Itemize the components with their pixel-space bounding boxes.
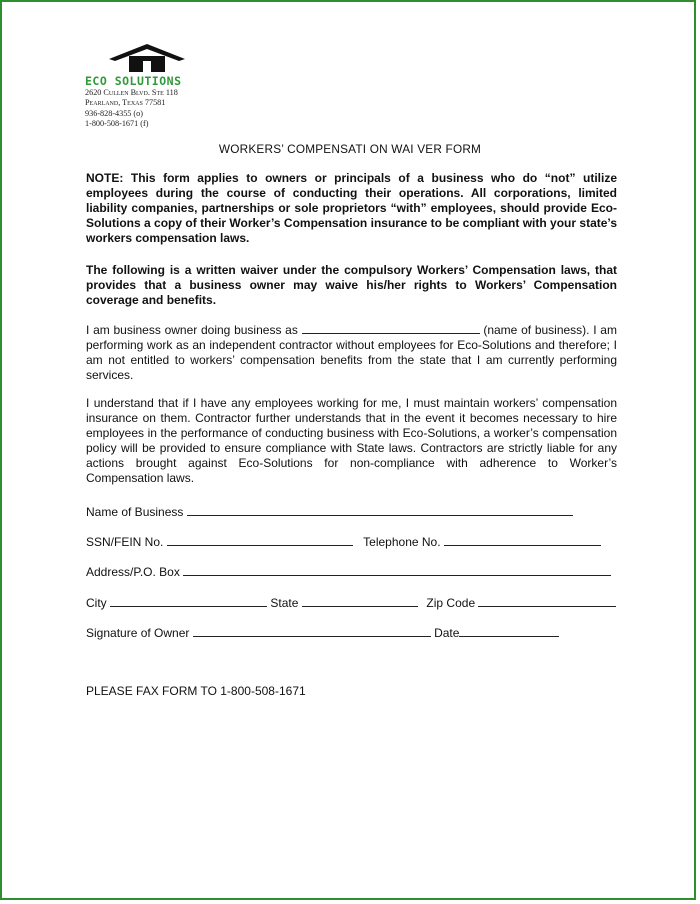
waiver-intro-paragraph: The following is a written waiver under the compulsory Workers’ Compensation laws, that provides that a business owner may waive his/her rights to Workers’ Compensation coverage and benefits.: [86, 263, 617, 307]
phone-line: 936-828-4355 (o): [85, 108, 143, 118]
business-name-label: Name of Business: [86, 505, 184, 519]
signature-label: Signature of Owner: [86, 626, 190, 640]
state-label: State: [270, 596, 299, 610]
owner-statement-end: (name of business). I am performing work as an independent contractor without employees for Eco-Solutions and therefore; I am not entitled to workers’ compensation benefits from the state that I am currently performing services.: [86, 323, 617, 382]
telephone-field[interactable]: [444, 534, 601, 546]
address-label: Address/P.O. Box: [86, 565, 180, 579]
city-state-zip-row: [86, 595, 616, 610]
signature-field[interactable]: [193, 625, 431, 637]
ssn-phone-row: [86, 534, 601, 549]
understanding-paragraph: I understand that if I have any employees working for me, I must maintain workers’ compensation insurance on them. Contractor further understands that in the event it becomes necessary to hire employees in the performance of conducting business with Eco-Solutions, a worker’s compensation policy will be provided to ensure compliance with State laws. Contractors are strictly liable for any actions brought against Eco-Solutions for non-compliance with adherence to Worker’s Compensation laws.: [86, 396, 617, 485]
company-header: [85, 44, 285, 130]
ssn-fein-label: SSN/FEIN No.: [86, 535, 164, 549]
zip-field[interactable]: [478, 595, 616, 607]
fax-line: 1-800-508-1671 (f): [85, 119, 149, 129]
owner-statement-paragraph: [86, 322, 617, 383]
signature-date-row: [86, 625, 559, 640]
company-logo: [85, 44, 207, 88]
city-label: City: [86, 596, 107, 610]
address-line: Pearland, Texas 77581: [85, 98, 166, 108]
business-name-row: [86, 504, 573, 519]
form-title: WORKERS’ COMPENSATI ON WAI VER FORM: [218, 142, 482, 156]
fax-instruction: PLEASE FAX FORM TO 1-800-508-1671: [86, 684, 306, 698]
house-roof-icon: [109, 44, 185, 74]
state-field[interactable]: [302, 595, 418, 607]
company-address: [85, 88, 285, 130]
date-field[interactable]: [459, 625, 559, 637]
telephone-label: Telephone No.: [363, 535, 441, 549]
address-line: 2620 Cullen Blvd. Ste 118: [85, 88, 178, 97]
address-row: [86, 564, 611, 579]
date-label: Date: [434, 626, 460, 640]
address-field[interactable]: [183, 564, 611, 576]
business-name-blank[interactable]: [302, 322, 480, 334]
zip-label: Zip Code: [426, 596, 476, 610]
company-name: ECO SOLUTIONS: [85, 74, 182, 88]
ssn-fein-field[interactable]: [167, 534, 353, 546]
city-field[interactable]: [110, 595, 267, 607]
note-paragraph: NOTE: This form applies to owners or principals of a business who do “not” utilize employees during the course of conducting their operations. All corporations, limited liability companies, partnerships or sole proprietors “with” employees, should provide Eco-Solutions a copy of their Worker’s Compensation insurance to be compliant with your state’s workers compensation laws.: [86, 171, 617, 245]
owner-statement-start: I am business owner doing business as: [86, 323, 298, 337]
business-name-field[interactable]: [187, 504, 573, 516]
